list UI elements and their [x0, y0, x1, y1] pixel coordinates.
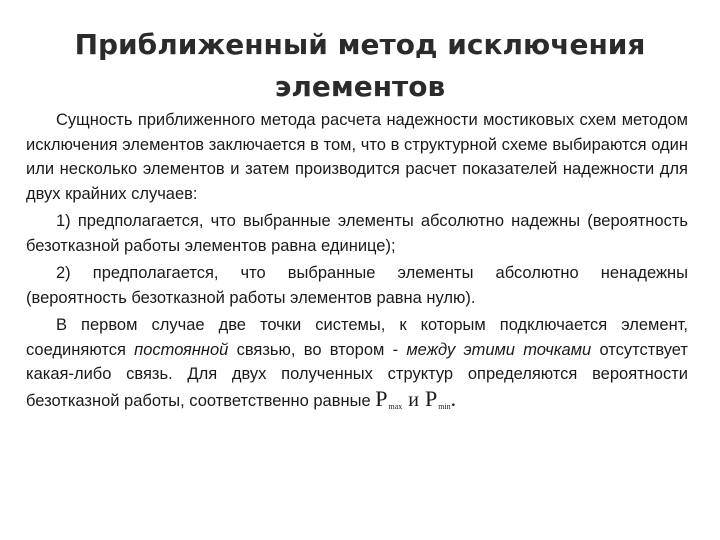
formula-min-subscript: min	[438, 401, 451, 411]
formula-pmax-pmin	[375, 386, 456, 411]
formula-max-subscript: max	[388, 401, 403, 411]
formula-p-min	[425, 386, 451, 411]
formula-and: и	[408, 388, 419, 411]
conclusion-italic-2: между этими точками	[406, 340, 592, 359]
slide-title	[40, 24, 680, 108]
slide-body	[26, 108, 688, 419]
conclusion-text-2: связью, во втором -	[228, 340, 407, 359]
formula-p-max	[375, 386, 402, 411]
formula-p-symbol-2: P	[424, 385, 438, 411]
paragraph-case-2: 2) предполагается, что выбранные элементы абсолютно ненадежны (вероятность безотказной работы элементов равна нулю).	[26, 264, 688, 307]
paragraph-intro: Сущность приближенного метода расчета надежности мостиковых схем методом исключения элементов заключается в том, что в структурной схеме выбираются один или несколько элементов и затем производится расчет показателей надежности для двух крайних случаев:	[26, 111, 688, 203]
formula-p-symbol: P	[375, 385, 388, 411]
formula-period: .	[450, 385, 457, 411]
paragraph-case-1: 1) предполагается, что выбранные элементы абсолютно надежны (вероятность безотказной работы элементов равна единице);	[26, 212, 688, 255]
conclusion-text-3: отсутствует какая-либо связь. Для двух полученных структур определяются вероятности безотказной работы, соответственно равные	[26, 340, 688, 410]
title-line-2: элементов	[274, 70, 446, 103]
conclusion-text-1: В первом случае две точки системы, к которым подключается элемент, соединяются	[26, 316, 688, 359]
title-line-1: Приближенный метод исключения	[74, 28, 646, 61]
paragraph-conclusion	[26, 313, 688, 419]
conclusion-italic-1: постоянной	[134, 340, 229, 359]
